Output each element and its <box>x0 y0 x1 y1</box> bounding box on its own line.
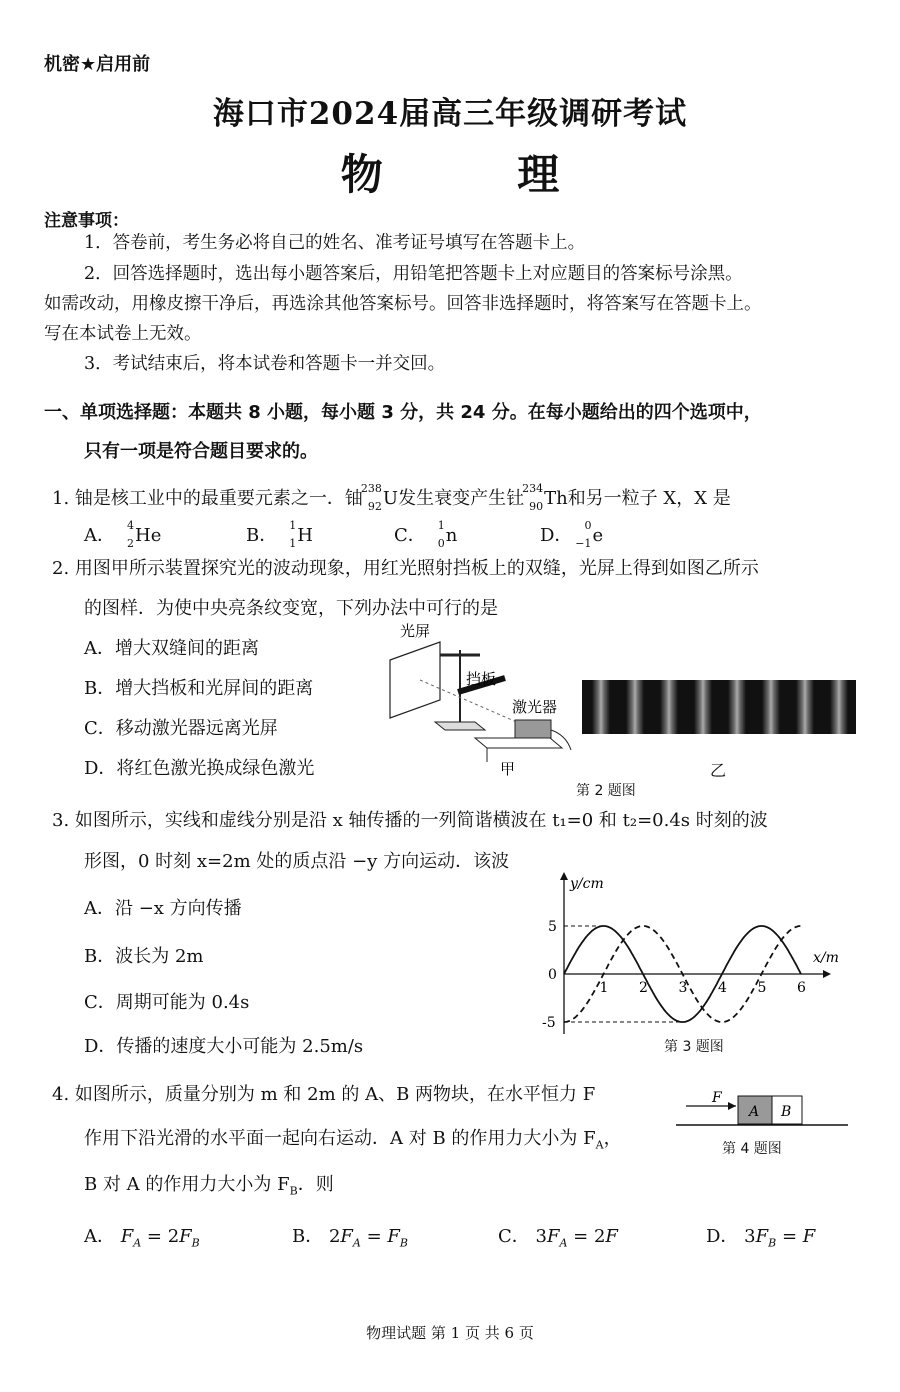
notice-item-1: 1．答卷前，考生务必将自己的姓名、准考证号填写在答题卡上。 <box>84 233 586 253</box>
figure-yi-label: 乙 <box>710 761 727 780</box>
x-tick-label: 6 <box>797 980 806 996</box>
question-3-stem-cont: 形图，0 时刻 x=2m 处的质点沿 −y 方向运动．该波 <box>84 851 510 872</box>
question-4-caption: 第 4 题图 <box>722 1141 782 1157</box>
block-a-label: A <box>749 1104 760 1120</box>
notice-heading: 注意事项： <box>44 211 129 231</box>
interference-fringe-pattern <box>582 680 856 734</box>
laser-shape <box>515 720 551 738</box>
question-2-option-d: D．将红色激光换成绿色激光 <box>84 758 315 779</box>
y-axis-arrow <box>560 872 568 880</box>
wave-chart <box>530 872 860 1034</box>
question-2-stem: 2. 用图甲所示装置探究光的波动现象，用红光照射挡板上的双缝，光屏上得到如图乙所示 <box>52 558 759 579</box>
question-4-stem-cont: 作用下沿光滑的水平面一起向右运动．A 对 B 的作用力大小为 $F_A$， <box>84 1128 622 1152</box>
notice-item-3: 3．考试结束后，将本试卷和答题卡一并交回。 <box>84 354 446 374</box>
y-axis-label: y/cm <box>570 876 604 892</box>
exam-title: 海口市2024届高三年级调研考试 <box>212 96 688 132</box>
x-tick-label: 2 <box>639 980 648 996</box>
question-1-stem: 1. 铀是核工业中的最重要元素之一．铀 238 92 U发生衰变产生钍 234 90 Th和另一粒子 X，X 是 <box>52 482 731 513</box>
question-2-option-c: C．移动激光器远离光屏 <box>84 718 278 739</box>
question-2-caption: 第 2 题图 <box>576 783 636 799</box>
section-heading-cont: 只有一项是符合题目要求的。 <box>84 441 318 462</box>
question-3-caption: 第 3 题图 <box>664 1039 724 1055</box>
question-2-option-a: A．增大双缝间的距离 <box>84 638 259 659</box>
question-3-option-b: B．波长为 2m <box>84 946 204 967</box>
force-label: F <box>712 1090 722 1106</box>
question-4-option-c: C． $3F_A = 2F$ <box>498 1226 618 1250</box>
question-3-option-d: D．传播的速度大小可能为 2.5m/s <box>84 1036 364 1057</box>
x-axis-arrow <box>823 970 831 978</box>
double-slit-apparatus-figure <box>380 620 580 780</box>
y-tick-label: 5 <box>548 919 557 935</box>
x-tick-label: 3 <box>678 980 688 996</box>
y-tick-label: 0 <box>548 967 557 983</box>
laser-label: 激光器 <box>512 698 558 716</box>
question-4-option-b: B． $2F_A = F_B$ <box>292 1226 408 1250</box>
blocks-figure <box>676 1088 852 1132</box>
question-4-option-a: A． $F_A = 2F_B$ <box>84 1226 200 1250</box>
x-tick-label: 4 <box>718 980 727 996</box>
baffle-label: 挡板 <box>466 670 497 688</box>
question-3-stem: 3. 如图所示，实线和虚线分别是沿 x 轴传播的一列简谐横波在 t₁=0 和 t₂=0.4s 时刻的波 <box>52 810 768 831</box>
light-screen-shape <box>390 642 440 718</box>
section-heading: 一、单项选择题：本题共 8 小题，每小题 3 分，共 24 分。在每小题给出的四个选项中， <box>44 402 762 423</box>
notice-item-2-end: 写在本试卷上无效。 <box>44 324 202 344</box>
x-tick-label: 5 <box>757 980 767 996</box>
screen-label: 光屏 <box>400 622 431 640</box>
question-4-stem-end: B 对 A 的作用力大小为 $F_B$．则 <box>84 1174 334 1198</box>
question-1-option-d: D． 0 −1 e <box>540 519 604 550</box>
block-b-label: B <box>781 1104 792 1120</box>
notice-item-2: 2．回答选择题时，选出每小题答案后，用铅笔把答题卡上对应题目的答案标号涂黑。 <box>84 264 743 284</box>
question-3-option-c: C．周期可能为 0.4s <box>84 992 250 1013</box>
question-4-stem: 4. 如图所示，质量分别为 m 和 2m 的 A、B 两物块，在水平恒力 F <box>52 1084 596 1105</box>
question-1-option-a: A． 4 2 He <box>84 519 162 550</box>
notice-item-2-cont: 如需改动，用橡皮擦干净后，再选涂其他答案标号。回答非选择题时，将答案写在答题卡上。 <box>44 294 762 314</box>
figure-jia-label: 甲 <box>500 760 516 778</box>
confidential-label: 机密★启用前 <box>44 54 151 75</box>
question-2-stem-cont: 的图样．为使中央亮条纹变宽，下列办法中可行的是 <box>84 598 498 619</box>
subject-title: 物 理 <box>340 150 620 199</box>
x-axis-label: x/m <box>813 950 839 966</box>
question-2-option-b: B．增大挡板和光屏间的距离 <box>84 678 314 699</box>
page-footer: 物理试题 第 1 页 共 6 页 <box>366 1324 534 1342</box>
question-1-option-c: C． 1 0 n <box>394 519 458 550</box>
question-4-option-d: D． $3F_B = F$ <box>706 1226 816 1250</box>
y-tick-label: -5 <box>542 1015 556 1031</box>
question-3-option-a: A．沿 −x 方向传播 <box>84 898 242 919</box>
question-1-option-b: B． 1 1 H <box>246 519 313 550</box>
x-tick-label: 1 <box>599 980 609 996</box>
